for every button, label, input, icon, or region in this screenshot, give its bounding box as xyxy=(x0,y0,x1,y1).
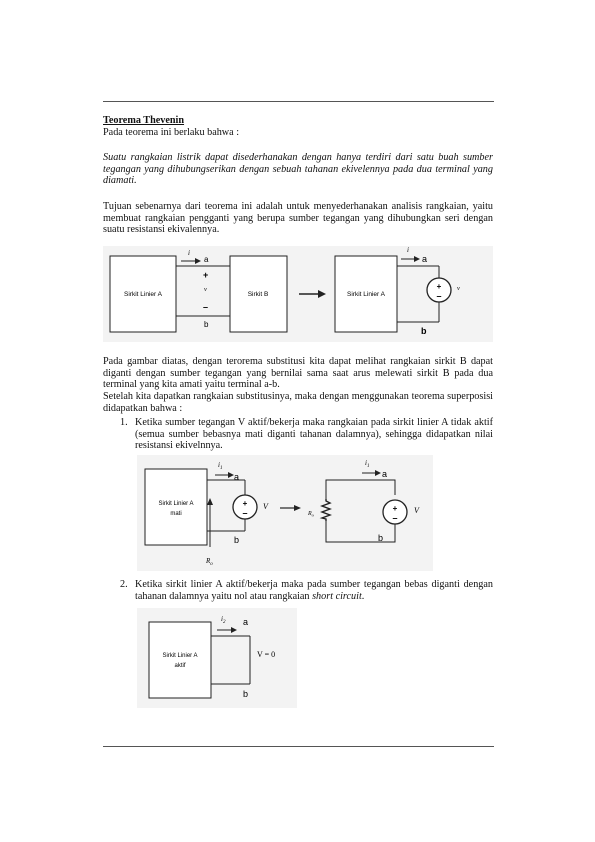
superposition-paragraph: Setelah kita dapatkan rangkaian substitusinya, maka dengan menggunakan teorema superposisi didapatkan bahwa : xyxy=(103,391,493,414)
fig2-right-r: $R_o$ xyxy=(308,511,314,518)
fig2-node-a: a xyxy=(234,472,240,482)
list-item-1-number: 1. xyxy=(120,417,128,428)
fig2-box-label-2: mati xyxy=(170,511,182,517)
svg-text:+: + xyxy=(436,282,442,291)
svg-text:–: – xyxy=(392,513,398,523)
section-title: Teorema Thevenin xyxy=(103,115,185,126)
list-item-2-number: 2. xyxy=(120,579,128,590)
theorem-statement: Suatu rangkaian listrik dapat disederhanakan dengan hanya terdiri dari satu buah sumber tegangan yang dihubungserikan dengan sebuah tahanan ekivelennya pada dua terminal yang diamati. xyxy=(103,152,493,186)
fig3-box-label-1: Sirkit Linier A xyxy=(162,653,198,659)
fig2-current: $i_1$ xyxy=(218,461,223,471)
fig2-box-linear-a xyxy=(145,469,207,545)
fig2-right-node-b: b xyxy=(378,533,384,543)
fig3-current: $i_2$ xyxy=(221,615,226,625)
figure-dead-circuit xyxy=(137,455,433,571)
fig1-node-a: a xyxy=(204,255,209,264)
fig2-right-current: $i_1$ xyxy=(365,459,370,469)
fig1-v-label: v xyxy=(204,286,207,293)
fig1-result-current: i xyxy=(407,246,409,254)
svg-text:+: + xyxy=(242,499,248,508)
fig1-box-linear-a-label: Sirkit Linier A xyxy=(124,291,162,298)
header-rule xyxy=(103,101,494,102)
fig1-plus: + xyxy=(203,270,209,280)
purpose-paragraph: Tujuan sebenarnya dari teorema ini adalah untuk menyederhanakan analisis rangkaian, yaitu membuat rangkaian pengganti yang berupa sumber tegangan yang dihubungkan seri dengan suatu resistansi ekivalennya. xyxy=(103,201,493,235)
fig3-node-a: a xyxy=(243,617,249,627)
substitution-paragraph: Pada gambar diatas, dengan terorema substitusi kita dapat melihat rangkaian sirkit B dapat diganti dengan sumber tegangan yang bernilai sama saat arus melewati sirkit B pada dua terminal yang kita amati yaitu terminal a-b. xyxy=(103,356,493,390)
figure-substitution-circuit xyxy=(103,246,493,342)
fig2-right-v: V xyxy=(414,506,419,515)
intro-text: Pada teorema ini berlaku bahwa : xyxy=(103,127,240,138)
fig2-node-b: b xyxy=(234,535,240,545)
fig3-box-label-2: aktif xyxy=(174,663,186,669)
fig1-minus: – xyxy=(203,302,209,312)
fig3-box-linear-a xyxy=(149,622,211,698)
fig2-box-label-1: Sirkit Linier A xyxy=(158,501,194,507)
fig2-right-node-a: a xyxy=(382,469,388,479)
fig1-current-label: i xyxy=(188,249,190,257)
fig1-result-node-b: b xyxy=(421,326,427,336)
figure-active-circuit xyxy=(137,608,297,708)
fig1-result-node-a: a xyxy=(422,254,428,264)
fig2-r-label: $R_o$ xyxy=(206,557,213,567)
fig1-result-box-label: Sirkit Linier A xyxy=(347,291,385,298)
svg-text:+: + xyxy=(392,504,398,513)
svg-text:–: – xyxy=(242,508,248,518)
fig2-v-label: V xyxy=(263,502,268,511)
footer-rule xyxy=(103,746,494,747)
svg-text:–: – xyxy=(436,291,442,301)
fig3-v-eq: V = 0 xyxy=(257,650,276,659)
fig1-box-sirkit-b-label: Sirkit B xyxy=(247,291,269,298)
list-item-2-text: Ketika sirkit linier A aktif/bekerja maka pada sumber tegangan bebas diganti dengan tahanan dalamnya yaitu nol atau rangkaian short circuit. xyxy=(135,579,493,602)
list-item-1-text: Ketika sumber tegangan V aktif/bekerja maka rangkaian pada sirkit linier A tidak aktif (semua sumber bebasnya mati diganti tahanan dalamnya), sehingga didapatkan nilai resistansi ekivelnnya. xyxy=(135,417,493,451)
fig1-result-v: v xyxy=(457,285,460,292)
fig1-node-b: b xyxy=(204,320,209,329)
fig3-node-b: b xyxy=(243,689,249,699)
